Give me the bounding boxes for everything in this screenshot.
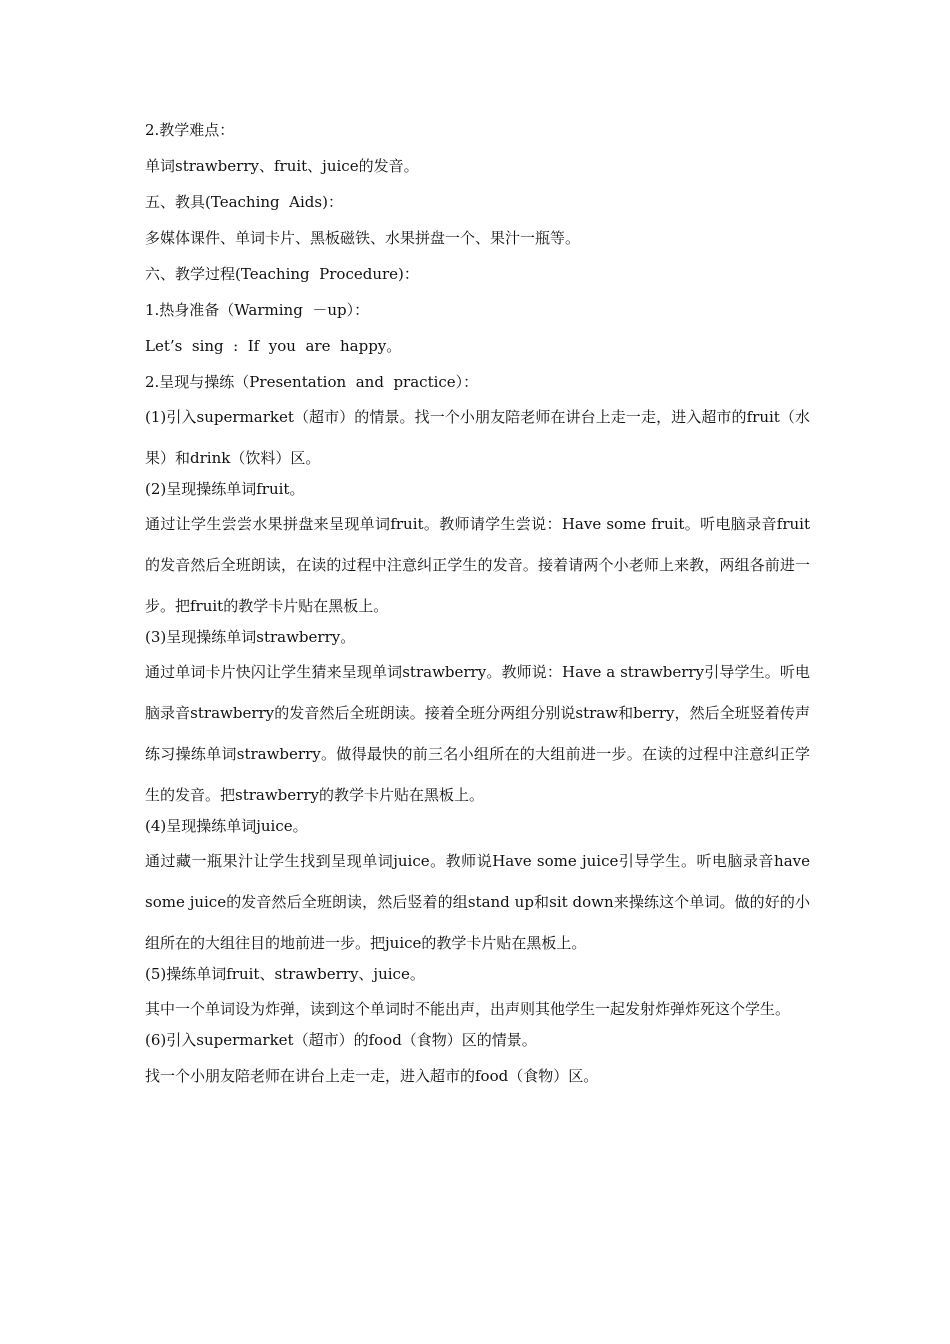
section-heading-procedure: 六、教学过程(Teaching Procedure)：: [145, 265, 419, 283]
warming-up-heading: 1.热身准备（Warming －up）：: [145, 301, 370, 319]
step-4-heading: (4)呈现操练单词juice。: [145, 817, 308, 835]
presentation-heading: 2.呈现与操练（Presentation and practice）：: [145, 373, 479, 391]
step-2-paragraph: 通过让学生尝尝水果拼盘来呈现单词fruit。教师请学生尝说：Have some fruit。听电脑录音fruit的发音然后全班朗读，在读的过程中注意纠正学生的发音。接着请两个小老师上来教，两组各前进一步。把fruit的教学卡片贴在黑板上。: [145, 515, 810, 615]
section-heading-aids: 五、教具(Teaching Aids)：: [145, 193, 343, 211]
step-2-heading: (2)呈现操练单词fruit。: [145, 480, 305, 498]
step-1-paragraph: (1)引入supermarket（超市）的情景。找一个小朋友陪老师在讲台上走一走，进入超市的fruit（水果）和drink（饮料）区。: [145, 408, 810, 467]
warming-up-text: Let’s sing : If you are happy。: [145, 337, 402, 355]
step-6-heading: (6)引入supermarket（超市）的food（食物）区的情景。: [145, 1031, 537, 1049]
aids-text: 多媒体课件、单词卡片、黑板磁铁、水果拼盘一个、果汁一瓶等。: [145, 229, 581, 247]
step-4-paragraph: 通过藏一瓶果汁让学生找到呈现单词juice。教师说Have some juice引导学生。听电脑录音have some juice的发音然后全班朗读，然后竖着的组stand up和sit down来操练这个单词。做的好的小组所在的大组往目的地前进一步。把juice的教学卡片贴在黑板上。: [145, 852, 810, 952]
step-6-text: 找一个小朋友陪老师在讲台上走一走，进入超市的food（食物）区。: [145, 1067, 599, 1085]
document-page: [145, 120, 810, 1102]
section-heading-difficulty: 2.教学难点：: [145, 121, 235, 139]
step-3-paragraph: 通过单词卡片快闪让学生猜来呈现单词strawberry。教师说：Have a strawberry引导学生。听电脑录音strawberry的发音然后全班朗读。接着全班分两组分别说straw和berry，然后全班竖着传声练习操练单词strawberry。做得最快的前三名小组所在的大组前进一步。在读的过程中注意纠正学生的发音。把strawberry的教学卡片贴在黑板上。: [145, 663, 810, 804]
difficulty-text: 单词strawberry、fruit、juice的发音。: [145, 157, 419, 175]
step-5-heading: (5)操练单词fruit、strawberry、juice。: [145, 965, 425, 983]
step-3-heading: (3)呈现操练单词strawberry。: [145, 628, 356, 646]
step-5-paragraph: 其中一个单词设为炸弹，读到这个单词时不能出声，出声则其他学生一起发射炸弹炸死这个学生。: [145, 1000, 791, 1018]
